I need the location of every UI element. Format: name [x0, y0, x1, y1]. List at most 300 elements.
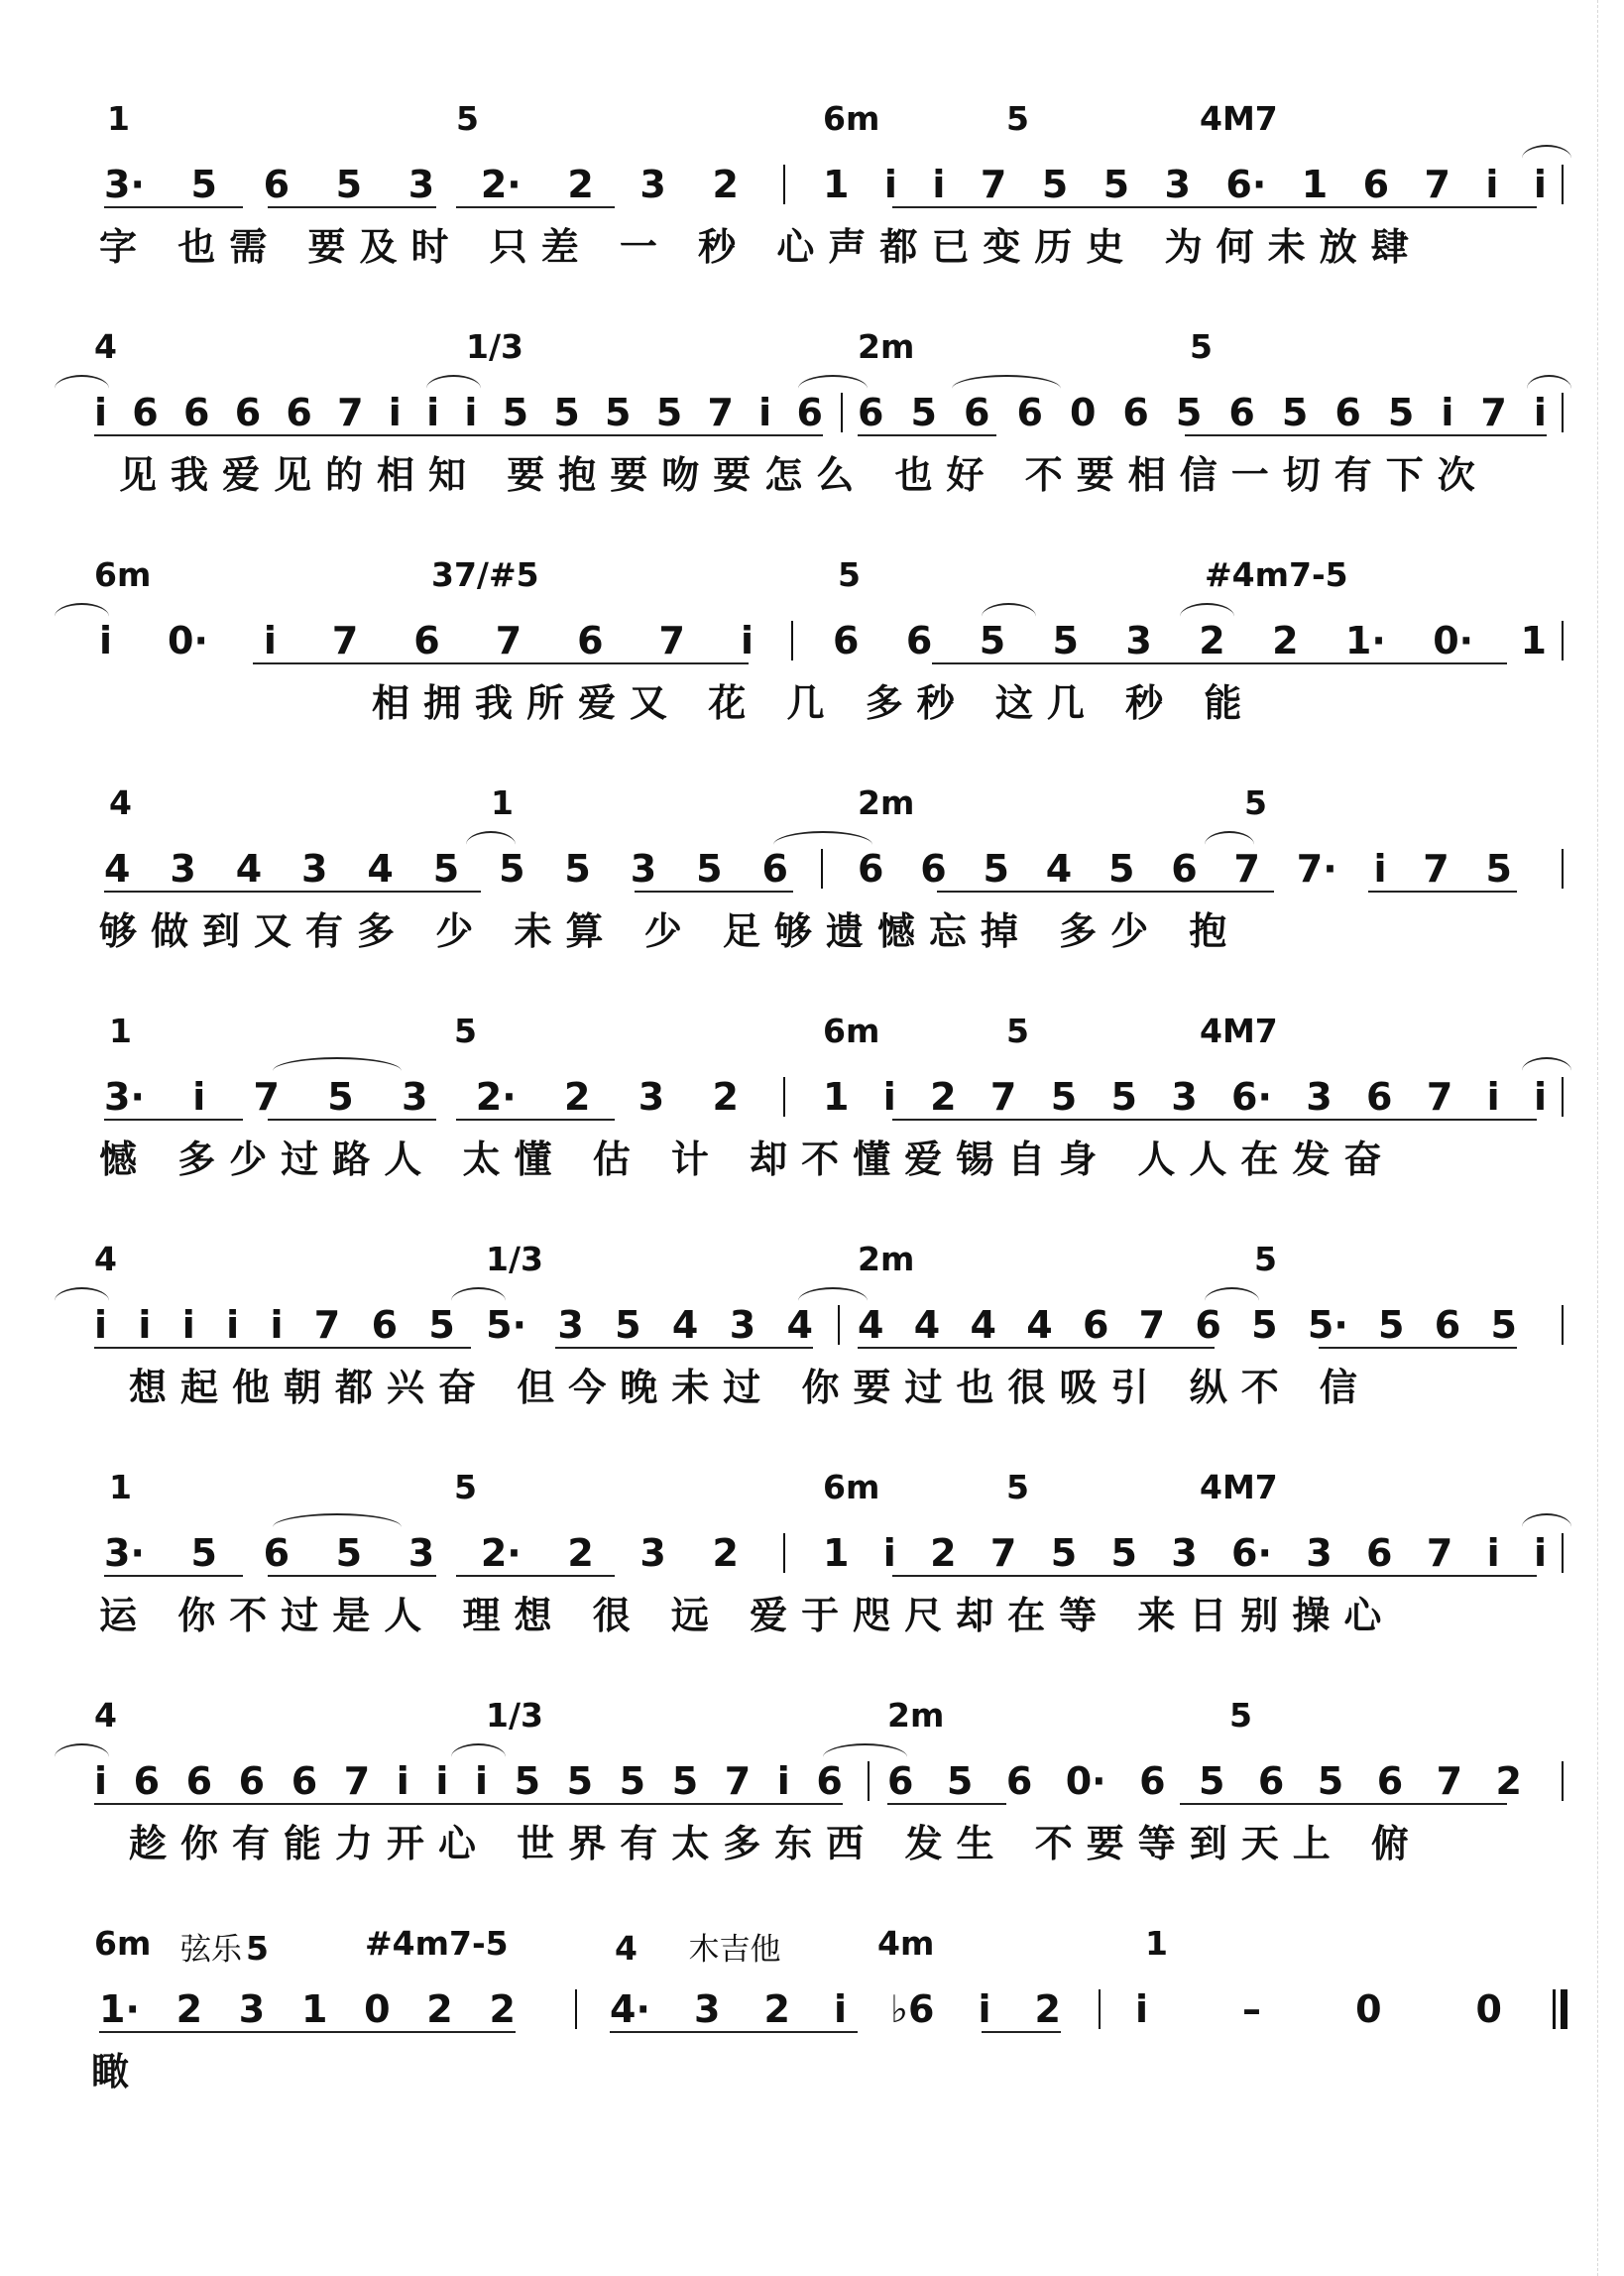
- note: i: [388, 391, 402, 434]
- chord-symbol: 4: [109, 783, 132, 822]
- note: 6: [1171, 847, 1198, 891]
- note: 5: [1378, 1303, 1405, 1347]
- note: 1·: [1344, 619, 1386, 662]
- note: 6: [1195, 1303, 1221, 1347]
- system-6: [0, 1240, 1624, 1468]
- beam-line: [858, 1347, 1215, 1349]
- note: 0: [1069, 391, 1097, 434]
- tie-arc: [466, 831, 516, 845]
- note: 3: [170, 847, 196, 891]
- note-row: [0, 845, 1624, 893]
- chord-symbol: 4: [94, 1696, 117, 1735]
- note: 6: [1082, 1303, 1109, 1347]
- chord-row: [0, 99, 1624, 139]
- note: 6: [182, 391, 210, 434]
- note: i: [138, 1303, 152, 1347]
- chord-symbol: 5: [1006, 99, 1029, 138]
- bar-line: [783, 1533, 785, 1573]
- chord-row: [0, 1240, 1624, 1279]
- note: 3: [407, 163, 435, 206]
- note: 6: [1434, 1303, 1461, 1347]
- note-row: [0, 1985, 1624, 2033]
- note: 6·: [1231, 1075, 1272, 1119]
- note: i: [1533, 391, 1547, 434]
- chord-symbol: 5: [1006, 1468, 1029, 1506]
- bar-line: [1562, 393, 1564, 432]
- note: 5: [1175, 391, 1203, 434]
- note: i: [882, 1531, 896, 1575]
- note: 5: [910, 391, 937, 434]
- note: 3: [1306, 1075, 1333, 1119]
- note: 5: [553, 391, 580, 434]
- beam-line: [858, 434, 996, 436]
- note: 2: [1272, 619, 1299, 662]
- note: 5: [1490, 1303, 1517, 1347]
- beam-line: [94, 1347, 471, 1349]
- system-7: [0, 1468, 1624, 1696]
- note: 3: [1306, 1531, 1333, 1575]
- tie-arc: [798, 375, 868, 389]
- tie-arc: [451, 1287, 506, 1301]
- beam-line: [94, 434, 823, 436]
- beam-line: [1200, 1575, 1537, 1577]
- note: 6: [238, 1759, 266, 1803]
- beam-line: [456, 1119, 615, 1121]
- system-3: [0, 555, 1624, 783]
- note: 6: [816, 1759, 843, 1803]
- chord-symbol: 5: [1006, 1012, 1029, 1050]
- note: 2: [567, 163, 594, 206]
- note: 6: [833, 619, 860, 662]
- note: 6: [234, 391, 262, 434]
- note: ♭6: [890, 1987, 935, 2031]
- bar-line: [1562, 1077, 1564, 1117]
- beam-line: [887, 1803, 1006, 1805]
- note: 7: [658, 619, 685, 662]
- note: 2·: [480, 163, 522, 206]
- note: 5: [619, 1759, 646, 1803]
- beam-line: [99, 2031, 516, 2033]
- note: 5: [671, 1759, 699, 1803]
- measure: [104, 1073, 739, 1121]
- note: 5: [499, 847, 525, 891]
- note: 3: [639, 1531, 666, 1575]
- note: 3·: [104, 1075, 145, 1119]
- instrument-label: 弦乐: [180, 1932, 242, 1968]
- lyric-row: [0, 1813, 1624, 1865]
- note: 4: [913, 1303, 941, 1347]
- lyric-line: 相拥我所爱又 花 几 多秒 这几 秒 能: [372, 681, 1256, 725]
- measure: [833, 617, 1547, 664]
- chord-symbol: 6m: [823, 99, 880, 138]
- note: 3: [1125, 619, 1152, 662]
- note: 3·: [104, 1531, 145, 1575]
- chord-symbol: 1: [491, 783, 514, 822]
- note: 3: [1171, 1075, 1198, 1119]
- note: i: [1373, 847, 1387, 891]
- note: 3: [639, 163, 666, 206]
- note: 6: [1334, 391, 1361, 434]
- beam-line: [104, 206, 243, 208]
- note: 6: [920, 847, 947, 891]
- note: 4: [367, 847, 394, 891]
- measure: [94, 389, 823, 436]
- bar-line: [1562, 165, 1564, 204]
- note: 3: [301, 847, 328, 891]
- note: 3: [729, 1303, 756, 1347]
- note: 6: [263, 163, 290, 206]
- note: 4: [671, 1303, 699, 1347]
- beam-line: [456, 1575, 615, 1577]
- lyric-row: [0, 1357, 1624, 1409]
- beam-line: [892, 1119, 1229, 1121]
- chord-symbol: 5: [454, 1468, 477, 1506]
- system-2: [0, 327, 1624, 555]
- note: 2: [563, 1075, 591, 1119]
- bar-line: [1562, 849, 1564, 889]
- chord-symbol: #4m7-5: [365, 1924, 509, 1963]
- note-row: [0, 161, 1624, 208]
- chord-symbol: 6m: [94, 555, 152, 594]
- note: 5·: [486, 1303, 527, 1347]
- bar-line: [841, 393, 843, 432]
- note: i: [192, 1075, 206, 1119]
- chord-symbol: 5: [1244, 783, 1267, 822]
- note: i: [181, 1303, 195, 1347]
- chord-symbol: 4: [615, 1929, 638, 1968]
- chord-symbol: 1: [109, 1012, 132, 1050]
- chord-symbol: 1/3: [486, 1240, 543, 1278]
- note: 2: [712, 163, 739, 206]
- measure: [99, 1985, 516, 2033]
- chord-row: [0, 1696, 1624, 1736]
- note: 6: [1228, 391, 1255, 434]
- chord-symbol: 6m: [823, 1468, 880, 1506]
- tie-arc: [55, 1287, 109, 1301]
- note: 7: [343, 1759, 371, 1803]
- note: 5: [335, 1531, 363, 1575]
- tie-arc: [55, 1743, 109, 1757]
- note: 5: [1102, 163, 1130, 206]
- note: i: [1441, 391, 1454, 434]
- bar-line: [1562, 1761, 1564, 1801]
- note: 5: [1050, 1531, 1078, 1575]
- measure: [823, 161, 1547, 208]
- lyric-row: [0, 1129, 1624, 1181]
- chord-symbol: 4M7: [1200, 99, 1278, 138]
- note: 7: [707, 391, 734, 434]
- note: 5: [428, 1303, 455, 1347]
- bar-line: [821, 849, 823, 889]
- bar-line: [791, 621, 793, 660]
- note: 6: [963, 391, 990, 434]
- lyric-line: 想起他朝都兴奋 但今晚未过 你要过也很吸引 纵不 信: [129, 1366, 1371, 1409]
- note: 5: [1110, 1075, 1137, 1119]
- note: 7: [337, 391, 364, 434]
- chord-symbol: 2m: [858, 327, 915, 366]
- note: 2·: [480, 1531, 522, 1575]
- chord-symbol: 1: [109, 1468, 132, 1506]
- bar-line: [1099, 1989, 1101, 2029]
- measure: [99, 617, 754, 664]
- chord-row: [0, 327, 1624, 367]
- beam-line: [456, 206, 615, 208]
- note: 7·: [1296, 847, 1337, 891]
- note: 0·: [1065, 1759, 1106, 1803]
- note: 6: [905, 619, 933, 662]
- note: 2: [426, 1987, 453, 2031]
- note: 5: [502, 391, 529, 434]
- note: 3: [630, 847, 657, 891]
- tie-arc: [55, 375, 109, 389]
- beam-line: [1368, 891, 1517, 893]
- note: 6: [1005, 1759, 1033, 1803]
- note: 5: [190, 1531, 217, 1575]
- lyric-row: [0, 672, 1624, 725]
- note: 6: [577, 619, 604, 662]
- tie-arc: [55, 603, 109, 617]
- measure: [823, 1073, 1547, 1121]
- note: i: [474, 1759, 489, 1803]
- tie-arc: [1522, 1513, 1571, 1527]
- note: 5: [605, 391, 632, 434]
- note: 6: [796, 391, 823, 434]
- note: 6: [1366, 1075, 1393, 1119]
- note: 1: [823, 1075, 850, 1119]
- chord-symbol: 4M7: [1200, 1468, 1278, 1506]
- note: i: [226, 1303, 240, 1347]
- bar-line: [783, 165, 785, 204]
- chord-row: [0, 555, 1624, 595]
- note: 3: [1164, 163, 1191, 206]
- note: 6: [371, 1303, 399, 1347]
- note: 0: [364, 1987, 391, 2031]
- note: 2: [930, 1075, 957, 1119]
- note: 5: [1198, 1759, 1225, 1803]
- lyric-line: 趁你有能力开心 世界有太多东西 发生 不要等到天上 俯: [129, 1822, 1423, 1865]
- lyric-line: 见我爱见的相知 要抱要吻要怎么 也好 不要相信一切有下次: [119, 453, 1489, 497]
- note: 7: [313, 1303, 341, 1347]
- note: 6: [1122, 391, 1149, 434]
- beam-line: [268, 1119, 436, 1121]
- note: 5: [615, 1303, 641, 1347]
- note: i: [1486, 1531, 1500, 1575]
- note: 3: [238, 1987, 266, 2031]
- instrument-label: 木吉他: [688, 1932, 781, 1968]
- note: 7: [980, 163, 1007, 206]
- note: i: [99, 619, 113, 662]
- note: 6: [290, 1759, 318, 1803]
- note: 1: [300, 1987, 328, 2031]
- beam-line: [892, 206, 1229, 208]
- lyric-line: 够做到又有多 少 未算 少 足够遗憾忘掉 多少 抱: [99, 909, 1241, 953]
- note: 6: [1366, 1531, 1393, 1575]
- bar-line: [1562, 1305, 1564, 1345]
- note: i: [740, 619, 754, 662]
- beam-line: [555, 1347, 813, 1349]
- note: 2: [712, 1531, 739, 1575]
- system-8: [0, 1696, 1624, 1924]
- note: 7: [724, 1759, 752, 1803]
- note-row: [0, 617, 1624, 664]
- note: 2: [712, 1075, 739, 1119]
- note: 4: [786, 1303, 813, 1347]
- beam-line: [982, 2031, 1061, 2033]
- measure: [104, 845, 788, 893]
- note: 5: [1281, 391, 1309, 434]
- chord-row: [0, 1012, 1624, 1051]
- beam-line: [268, 1575, 436, 1577]
- note: i: [464, 391, 478, 434]
- note: 6: [263, 1531, 290, 1575]
- note: 5: [190, 163, 217, 206]
- tie-arc: [1205, 831, 1254, 845]
- beam-line: [635, 891, 793, 893]
- chord-symbol: 37/#5: [431, 555, 539, 594]
- lyric-line: 瞰: [91, 2050, 144, 2094]
- chord-symbol: [180, 1924, 269, 1969]
- chord-symbol: #4m7-5: [1205, 555, 1348, 594]
- note: 7: [253, 1075, 280, 1119]
- bar-line: [868, 1761, 870, 1801]
- note: 4: [104, 847, 131, 891]
- note: i: [1485, 163, 1499, 206]
- measure: [1135, 1985, 1502, 2033]
- note: 3: [557, 1303, 584, 1347]
- note: 5: [1050, 1075, 1078, 1119]
- measure: [887, 1757, 1522, 1805]
- note: i: [94, 1759, 108, 1803]
- lyric-row: [0, 444, 1624, 497]
- note: 2: [175, 1987, 203, 2031]
- bar-line: [1562, 1533, 1564, 1573]
- note: 5: [655, 391, 683, 434]
- note: 2: [1495, 1759, 1522, 1803]
- measure: [610, 1985, 1061, 2033]
- note: 5: [1485, 847, 1512, 891]
- note: 6: [286, 391, 312, 434]
- measure: [858, 1301, 1517, 1349]
- note: 6: [761, 847, 788, 891]
- note: 5: [1052, 619, 1079, 662]
- tuplet-arc: [273, 1513, 402, 1527]
- beam-line: [937, 891, 1274, 893]
- lyric-line: 运 你不过是人 理想 很 远 爱于咫尺却在等 来日别操心: [99, 1594, 1396, 1637]
- chord-symbol: 2m: [858, 783, 915, 822]
- note: 3: [1171, 1531, 1198, 1575]
- note: 5: [432, 847, 460, 891]
- note: 3: [693, 1987, 721, 2031]
- chord-symbol: 4: [94, 1240, 117, 1278]
- note: 1·: [99, 1987, 140, 2031]
- note-row: [0, 1757, 1624, 1805]
- tie-arc: [773, 831, 872, 845]
- bar-line: [1562, 621, 1564, 660]
- system-1: [0, 99, 1624, 327]
- note: 5: [335, 163, 363, 206]
- system-9: [0, 1924, 1624, 2152]
- note: 5: [1110, 1531, 1137, 1575]
- tie-arc: [426, 375, 481, 389]
- beam-line: [268, 206, 436, 208]
- beam-line: [1180, 1803, 1507, 1805]
- tie-arc: [1522, 1057, 1571, 1071]
- note-row: [0, 389, 1624, 436]
- note: 6: [858, 847, 884, 891]
- bar-line: [838, 1305, 840, 1345]
- note: i: [426, 391, 440, 434]
- note: 7: [1138, 1303, 1166, 1347]
- chord-symbol: 5: [1190, 327, 1213, 366]
- note: i: [882, 1075, 896, 1119]
- chord-symbol: 6m: [823, 1012, 880, 1050]
- tie-arc: [1527, 375, 1571, 389]
- note: 1: [823, 163, 850, 206]
- chord-row: [0, 783, 1624, 823]
- chord-symbol: 2m: [887, 1696, 945, 1735]
- note: 1: [1520, 619, 1547, 662]
- measure: [94, 1757, 843, 1805]
- note: 6: [1139, 1759, 1166, 1803]
- note: 7: [1426, 1531, 1453, 1575]
- note: 5: [1317, 1759, 1344, 1803]
- beam-line: [1200, 1119, 1537, 1121]
- chord-row: [0, 1924, 1624, 1968]
- note: 3·: [104, 163, 145, 206]
- note: 7: [495, 619, 522, 662]
- chord-symbol: 5: [1254, 1240, 1277, 1278]
- beam-line: [610, 2031, 858, 2033]
- chord-symbol: [615, 1924, 784, 1969]
- note: i: [1533, 1531, 1547, 1575]
- note: 3: [638, 1075, 665, 1119]
- note: 7: [989, 1075, 1017, 1119]
- note: i: [396, 1759, 409, 1803]
- note: 6: [1016, 391, 1043, 434]
- chord-symbol: 5: [454, 1012, 477, 1050]
- beam-line: [1319, 1347, 1517, 1349]
- note: 5: [1387, 391, 1415, 434]
- tuplet-arc: [273, 1057, 402, 1071]
- lyric-line: 憾 多少过路人 太懂 估 计 却不懂爱锡自身 人人在发奋: [99, 1138, 1396, 1181]
- note: 1: [823, 1531, 850, 1575]
- measure: [858, 845, 1512, 893]
- note: 6: [887, 1759, 914, 1803]
- note: i: [1486, 1075, 1500, 1119]
- beam-line: [892, 1575, 1229, 1577]
- tie-arc: [952, 375, 1061, 389]
- note: 6: [1257, 1759, 1285, 1803]
- note: 2: [930, 1531, 957, 1575]
- note: 5: [696, 847, 723, 891]
- note: 3: [407, 1531, 435, 1575]
- lyric-row: [0, 1585, 1624, 1637]
- note: 4: [858, 1303, 884, 1347]
- chord-symbol: 5: [456, 99, 479, 138]
- measure: [104, 161, 739, 208]
- note: 4: [1045, 847, 1073, 891]
- bar-line: [783, 1077, 785, 1117]
- lyric-row: [0, 216, 1624, 269]
- chord-row: [0, 1468, 1624, 1507]
- note: i: [435, 1759, 449, 1803]
- note: 1: [1301, 163, 1329, 206]
- note: 6·: [1231, 1531, 1272, 1575]
- note: 5·: [1307, 1303, 1348, 1347]
- note: 5: [1108, 847, 1135, 891]
- beam-line: [1185, 434, 1547, 436]
- note: i: [94, 391, 108, 434]
